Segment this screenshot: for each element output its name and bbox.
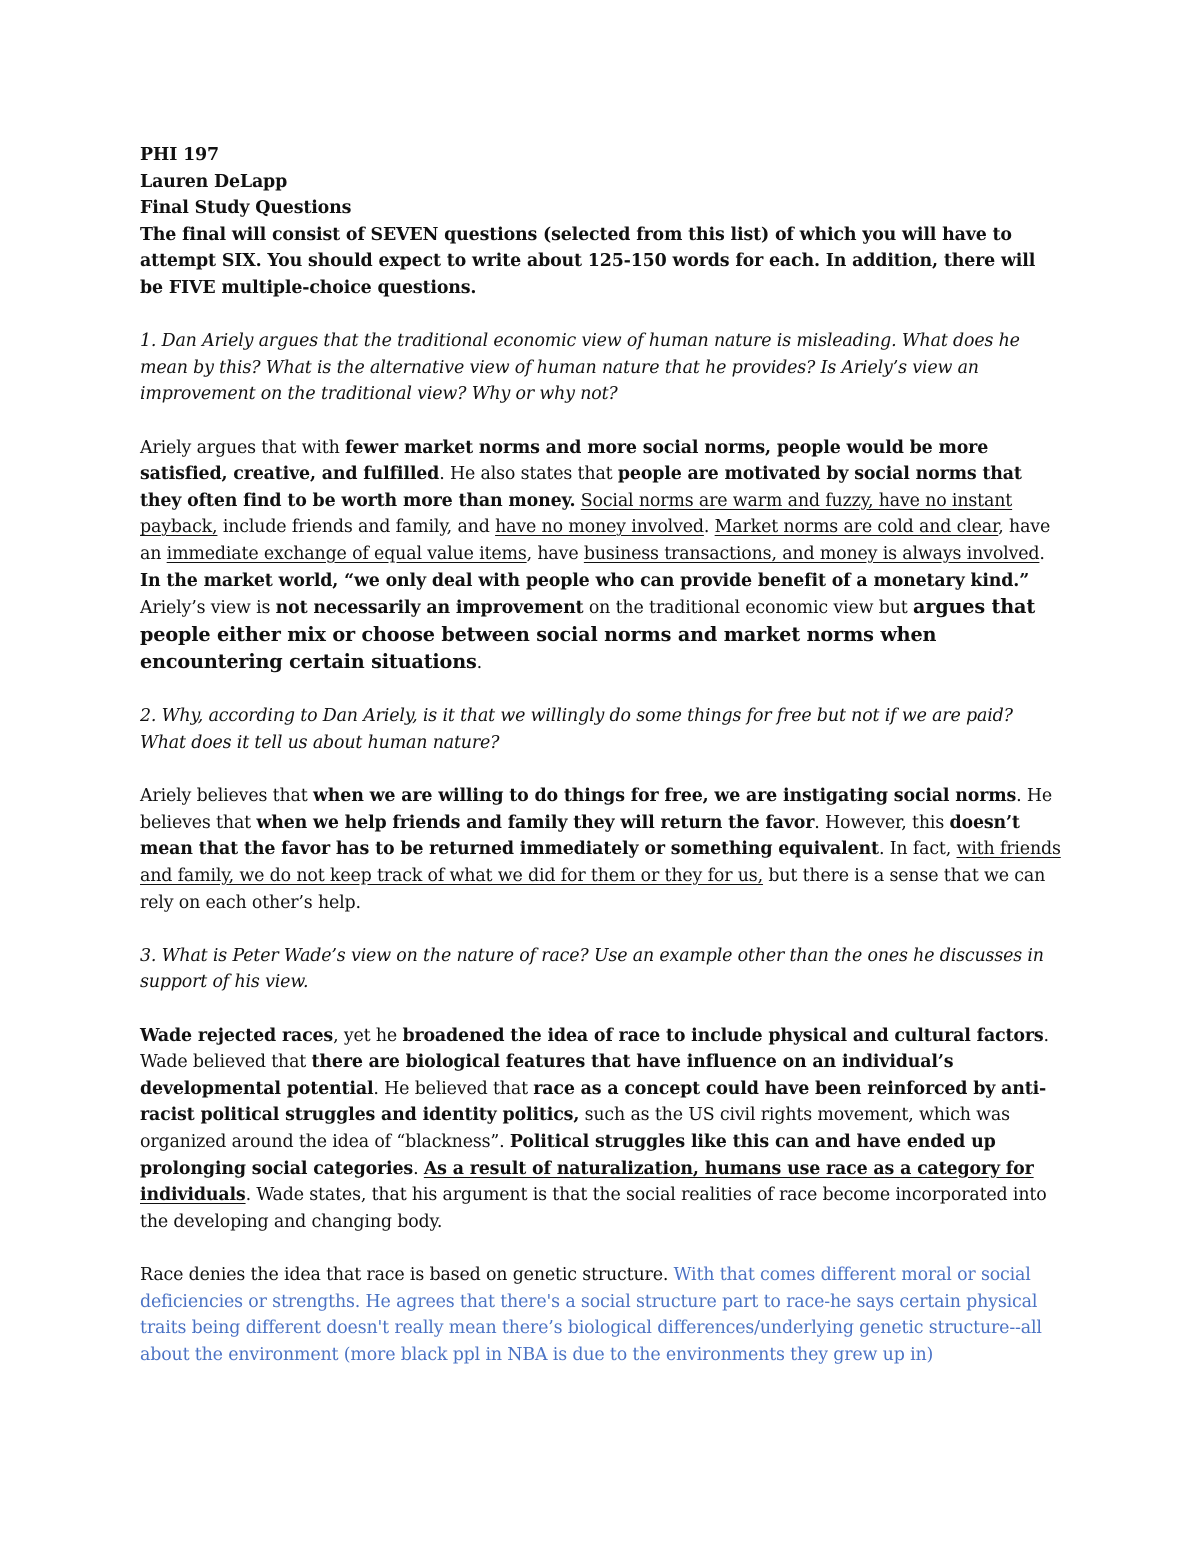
answer-2 xyxy=(140,783,1062,916)
answer-1-bold: fewer market norms and more social norms, people would be more satisfied, creative, and fulfilled xyxy=(140,437,989,485)
spacer xyxy=(140,408,1062,435)
answer-2-text: . He believes that xyxy=(140,786,1053,833)
answer-1-text: on the traditional economic view but xyxy=(583,598,913,619)
answer-3-text: such as the US civil rights movement, which was organized around the idea of “blackness”. xyxy=(140,1105,1010,1152)
answer-2-text: . In fact, xyxy=(878,839,957,860)
answer-1-text: include friends and family, and xyxy=(217,517,496,538)
answer-1-text: , have xyxy=(526,543,584,564)
answer-2-bold: when we are willing to do things for free, we are instigating social norms xyxy=(312,786,1017,807)
answer-1-underline: Market norms are cold and clear xyxy=(714,517,999,538)
question-2: 2. Why, according to Dan Ariely, is it that we willingly do some things for free but not if we are paid? What does it tell us about human nature? xyxy=(140,706,1013,754)
answer-1-underline: immediate exchange of equal value items xyxy=(166,543,527,564)
spacer xyxy=(140,996,1062,1023)
answer-3-bold: Political struggles like this can and have ended up prolonging social categories xyxy=(140,1131,996,1179)
answer-3-bold-underline: As a result of naturalization, humans use race as a category for individuals xyxy=(140,1158,1034,1206)
answer-1-text: , have an xyxy=(140,517,1051,564)
note-blue-text: With that comes different moral or social deficiencies or strengths. He agrees that there's a social structure part to race-he says certain physical traits being different doesn't really mean there’s biological differences/underlying genetic structure--all about the environment (more black ppl in NBA is due to the environments they grew up in) xyxy=(140,1264,1042,1365)
question-3: 3. What is Peter Wade’s view on the nature of race? Use an example other than the ones he discusses in support of his view. xyxy=(140,945,1044,993)
answer-2-bold: when we help friends and family they will return the favor xyxy=(256,812,815,833)
spacer xyxy=(140,677,1062,704)
answer-3-bold: broadened the idea of race to include physical and cultural factors xyxy=(402,1025,1044,1046)
answer-1-bold: In the market world, “we only deal with people who can provide benefit of a monetary kind.” xyxy=(140,570,1030,591)
note-text: Race denies the idea that race is based on genetic structure. xyxy=(140,1264,674,1285)
answer-1-text: . He also states that xyxy=(439,464,618,485)
course-code: PHI 197 xyxy=(140,145,219,165)
document-title: Final Study Questions xyxy=(140,198,352,219)
spacer xyxy=(140,916,1062,943)
answer-1-text: Ariely’s view is xyxy=(140,598,276,619)
author-name: Lauren DeLapp xyxy=(140,171,288,192)
answer-1-text: Ariely argues that with xyxy=(140,437,346,458)
answer-2-text: . However, this xyxy=(814,812,950,833)
answer-3-text: . He believed that xyxy=(373,1078,534,1099)
answer-2-underline: with friends and family, we do not keep track of what we did for them or they for us, xyxy=(140,839,1061,887)
answer-3-text: . Wade believed that xyxy=(140,1025,1049,1073)
answer-1-bold: not necessarily an improvement xyxy=(275,598,584,619)
answer-2-text: but there is a sense that we can rely on each other’s help. xyxy=(140,866,1046,913)
answer-1-large-bold: argues that people either mix or choose between social norms and market norms when encountering certain situations xyxy=(140,595,1036,674)
answer-1-bold: people are motivated by social norms that they often find to be worth more than money. xyxy=(140,464,1022,511)
answer-3-text: . Wade states, that his argument is that the social realities of race become incorporated into the developing and changing body. xyxy=(140,1185,1047,1232)
answer-1-text: . xyxy=(476,653,483,674)
answer-3-text: . xyxy=(413,1158,424,1179)
answer-2-text: Ariely believes that xyxy=(140,786,313,807)
answer-2-bold: doesn’t mean that the favor has to be returned immediately or something equivalent xyxy=(140,812,1020,860)
answer-3-bold: race as a concept could have been reinforced by anti-racist political struggles and identity politics, xyxy=(140,1078,1047,1126)
answer-1-underline: business transactions, and money is always involved xyxy=(583,543,1040,564)
answer-3-note xyxy=(140,1262,1062,1368)
spacer xyxy=(140,1235,1062,1262)
answer-1 xyxy=(140,435,1062,677)
spacer xyxy=(140,757,1062,784)
answer-3-text: , yet he xyxy=(333,1025,403,1046)
answer-3 xyxy=(140,1023,1062,1236)
answer-3-bold: Wade rejected races xyxy=(140,1025,334,1046)
answer-1-underline: Social norms are warm and fuzzy, have no instant payback, xyxy=(140,490,1013,538)
question-1: 1. Dan Ariely argues that the traditional economic view of human nature is misleading. What does he mean by this? What is the alternative view of human nature that he provides? Is Ariely’s view an improvement on the traditional view? Why or why not? xyxy=(140,331,1020,405)
answer-1-underline: have no money involved xyxy=(495,517,704,538)
exam-instructions: The final will consist of SEVEN questions (selected from this list) of which you will have to attempt SIX. You should expect to write about 125-150 words for each. In addition, there will be FIVE multiple-choice questions. xyxy=(140,224,1036,298)
spacer xyxy=(140,302,1062,329)
answer-3-bold: there are biological features that have influence on an individual’s developmental potential xyxy=(140,1052,954,1099)
answer-1-text: . xyxy=(1039,543,1045,564)
answer-1-text: . xyxy=(703,517,715,538)
document-page xyxy=(140,142,1062,1368)
